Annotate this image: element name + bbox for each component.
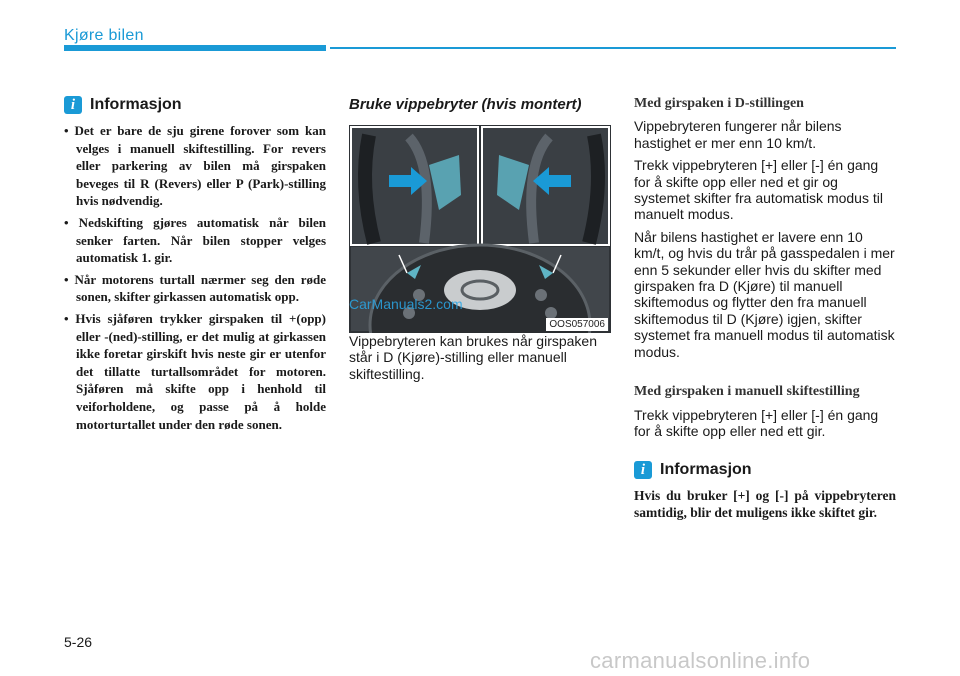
list-item: • Det er bare de sju girene forover som kan velges i manuell skiftestilling. For revers eller parkering av bilen må girspaken beveges til R (Revers) eller P (Park)-stilling hvis nødvendig.	[64, 123, 326, 209]
manual-position-heading: Med girspaken i manuell skiftestilling	[634, 384, 860, 400]
header-rule-thick	[64, 45, 326, 51]
footer-watermark: carmanualsonline.info	[590, 648, 811, 673]
paddle-shifter-heading: Bruke vippebryter (hvis montert)	[349, 96, 582, 113]
info-heading	[64, 96, 326, 114]
info-title: Informasjon	[90, 96, 182, 113]
info-title: Informasjon	[660, 461, 752, 479]
figure-code: OOS057006	[546, 318, 608, 331]
middle-column	[349, 96, 611, 388]
info-text: Hvis du bruker [+] og [-] på vippebryteren samtidig, blir det muligens ikke skiftet gir.	[634, 488, 896, 521]
info-icon: i	[64, 96, 82, 114]
paragraph: Trekk vippebryteren [+] eller [-] én gang for å skifte opp eller ned ett gir.	[634, 406, 879, 439]
paragraph: Trekk vippebryteren [+] eller [-] én gang for å skifte opp eller ned et gir og systemet skifter fra automatisk modus til manuelt modus.	[634, 157, 883, 223]
paragraph: Vippebryteren fungerer når bilens hastighet er mer enn 10 km/t.	[634, 118, 842, 151]
watermark-text: CarManuals2.com	[349, 296, 463, 312]
d-position-heading: Med girspaken i D-stillingen	[634, 96, 804, 111]
info-icon: i	[634, 461, 652, 479]
list-item: • Nedskifting gjøres automatisk når bilen senker farten. Når bilen stopper velges automatisk 1. gir.	[64, 214, 326, 266]
section-title: Kjøre bilen	[64, 27, 144, 44]
left-column	[64, 96, 326, 437]
info-bullet-list	[64, 122, 326, 433]
paddle-shifter-body: Vippebryteren kan brukes når girspaken står i D (Kjøre)-stilling eller manuell skiftestilling.	[349, 333, 598, 382]
right-column	[634, 96, 896, 521]
page-number: 5-26	[64, 634, 93, 650]
header-rule-thin	[330, 47, 896, 49]
list-item: • Hvis sjåføren trykker girspaken til +(opp) eller -(ned)-stilling, er det mulig at girkassen ikke foretar girskift hvis neste gir er utenfor det tillatte turtallsområdet for motoren. Sjåføren må skifte opp i henhold til veiforholdene, og passe på å holde motorturtallet under den røde sonen.	[64, 310, 326, 432]
info-heading	[634, 461, 896, 479]
paragraph: Når bilens hastighet er lavere enn 10 km/t, og hvis du trår på gasspedalen i mer enn 5 sekunder eller hvis du skifter med girspaken fra D (Kjøre) til manuell skiftemodus og flytter den fra manuell skiftemodus til D (Kjøre) igjen, skifter systemet fra manuell modus til automatisk modus.	[634, 228, 895, 360]
list-item: • Når motorens turtall nærmer seg den røde sonen, skifter girkassen automatisk opp.	[64, 271, 326, 305]
